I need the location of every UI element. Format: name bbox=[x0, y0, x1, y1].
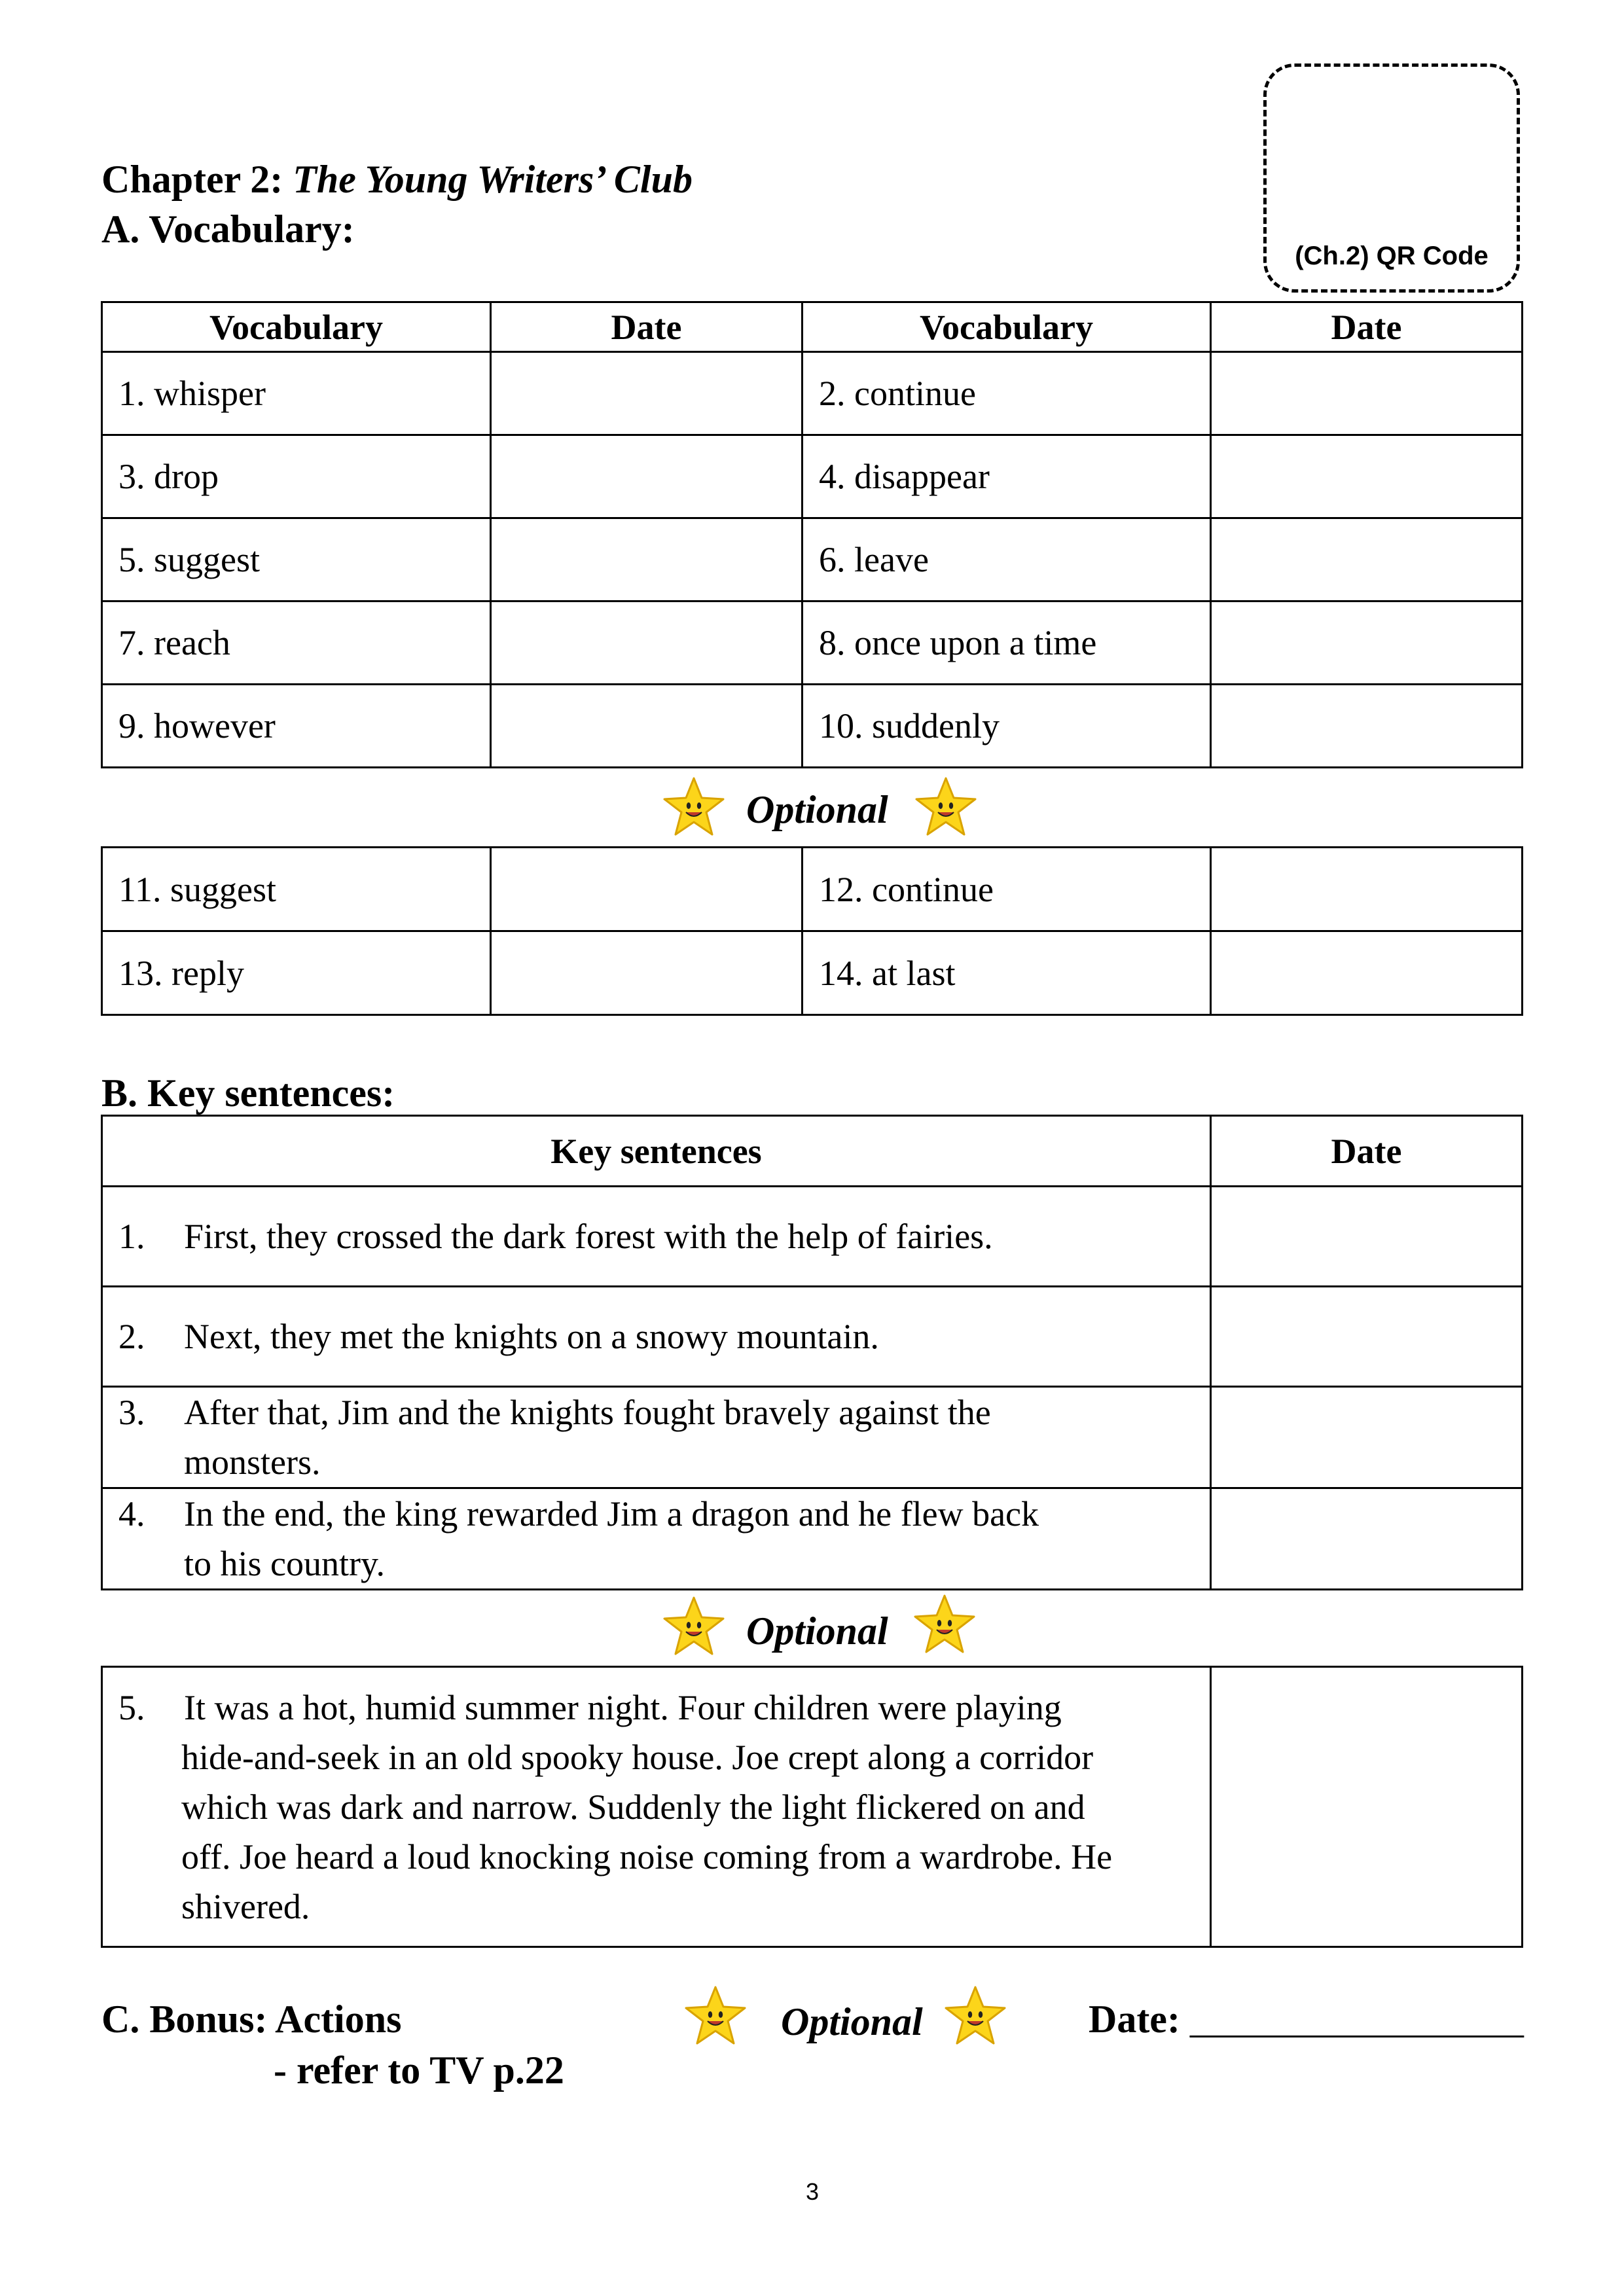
vocabulary-word: 8. once upon a time bbox=[803, 601, 1211, 685]
sentence-text: hide-and-seek in an old spooky house. Joe crept along a corridor bbox=[181, 1737, 1094, 1777]
date-cell[interactable] bbox=[1211, 1387, 1523, 1488]
sentence-number: 2. bbox=[118, 1317, 145, 1356]
smiling-star-icon bbox=[912, 1592, 977, 1657]
qr-code-label: (Ch.2) QR Code bbox=[1295, 242, 1489, 270]
table-row bbox=[102, 1667, 1523, 1947]
section-b-heading: B. Key sentences: bbox=[101, 1071, 395, 1115]
date-header: Date bbox=[1211, 1116, 1523, 1187]
date-cell[interactable] bbox=[1211, 1488, 1523, 1590]
key-sentence bbox=[102, 1287, 1211, 1387]
date-cell[interactable] bbox=[491, 435, 803, 518]
optional-label: Optional bbox=[781, 2000, 923, 2043]
date-blank-line[interactable]: _________________ bbox=[1189, 1998, 1524, 2041]
key-sentence bbox=[102, 1187, 1211, 1287]
date-cell[interactable] bbox=[1211, 685, 1523, 768]
sentence-text: which was dark and narrow. Suddenly the light flickered on and bbox=[181, 1787, 1085, 1827]
smiling-star-icon bbox=[661, 774, 727, 840]
date-cell[interactable] bbox=[1211, 931, 1523, 1015]
table-row bbox=[102, 435, 1523, 518]
vocabulary-word: 11. suggest bbox=[102, 848, 491, 931]
key-sentences-header-row bbox=[102, 1116, 1523, 1187]
date-cell[interactable] bbox=[491, 685, 803, 768]
date-cell[interactable] bbox=[1211, 1667, 1523, 1947]
table-row bbox=[102, 1187, 1523, 1287]
vocabulary-word: 14. at last bbox=[803, 931, 1211, 1015]
date-cell[interactable] bbox=[491, 848, 803, 931]
vocabulary-table bbox=[101, 301, 1523, 768]
sentence-number: 3. bbox=[118, 1393, 145, 1432]
table-row bbox=[102, 518, 1523, 601]
table-row bbox=[102, 1488, 1523, 1590]
bonus-date-field[interactable] bbox=[1089, 2000, 1524, 2039]
sentence-text: In the end, the king rewarded Jim a dragon and he flew back bbox=[184, 1494, 1039, 1534]
vocabulary-word: 9. however bbox=[102, 685, 491, 768]
table-row bbox=[102, 1287, 1523, 1387]
chapter-prefix: Chapter 2: bbox=[101, 158, 283, 201]
vocabulary-word: 3. drop bbox=[102, 435, 491, 518]
date-cell[interactable] bbox=[1211, 435, 1523, 518]
sentence-text: to his country. bbox=[184, 1544, 385, 1583]
key-sentences-header: Key sentences bbox=[102, 1116, 1211, 1187]
qr-code-placeholder bbox=[1263, 63, 1520, 293]
date-header: Date bbox=[1211, 302, 1523, 352]
sentence-text: First, they crossed the dark forest with the help of fairies. bbox=[184, 1217, 993, 1256]
key-sentence bbox=[102, 1667, 1211, 1947]
optional-label: Optional bbox=[746, 788, 888, 831]
sentence-number: 4. bbox=[118, 1494, 145, 1534]
vocabulary-header-row bbox=[102, 302, 1523, 352]
key-sentence bbox=[102, 1387, 1211, 1488]
table-row bbox=[102, 848, 1523, 931]
sentence-text: off. Joe heard a loud knocking noise coming from a wardrobe. He bbox=[181, 1837, 1113, 1876]
date-cell[interactable] bbox=[1211, 352, 1523, 435]
table-row bbox=[102, 601, 1523, 685]
chapter-title: The Young Writers’ Club bbox=[293, 158, 693, 201]
vocabulary-word: 6. leave bbox=[803, 518, 1211, 601]
vocabulary-word: 2. continue bbox=[803, 352, 1211, 435]
vocabulary-word: 1. whisper bbox=[102, 352, 491, 435]
sentence-number: 1. bbox=[118, 1217, 145, 1256]
date-header: Date bbox=[491, 302, 803, 352]
key-sentence bbox=[102, 1488, 1211, 1590]
optional-key-sentences-table bbox=[101, 1666, 1523, 1948]
optional-label: Optional bbox=[746, 1609, 888, 1653]
date-cell[interactable] bbox=[1211, 848, 1523, 931]
table-row bbox=[102, 1387, 1523, 1488]
page-number: 3 bbox=[806, 2178, 820, 2205]
vocabulary-word: 13. reply bbox=[102, 931, 491, 1015]
section-c-heading: C. Bonus: Actions bbox=[101, 1998, 402, 2041]
smiling-star-icon bbox=[683, 1983, 748, 2049]
section-a-heading: A. Vocabulary: bbox=[101, 207, 355, 251]
smiling-star-icon bbox=[913, 774, 979, 840]
date-cell[interactable] bbox=[1211, 1187, 1523, 1287]
sentence-text: It was a hot, humid summer night. Four children were playing bbox=[184, 1687, 1062, 1727]
date-cell[interactable] bbox=[1211, 518, 1523, 601]
vocabulary-word: 10. suddenly bbox=[803, 685, 1211, 768]
chapter-heading bbox=[101, 160, 693, 199]
sentence-text: shivered. bbox=[181, 1886, 310, 1926]
smiling-star-icon bbox=[943, 1983, 1008, 2049]
vocabulary-word: 4. disappear bbox=[803, 435, 1211, 518]
vocabulary-header: Vocabulary bbox=[803, 302, 1211, 352]
sentence-text: monsters. bbox=[184, 1443, 321, 1482]
table-row bbox=[102, 931, 1523, 1015]
date-cell[interactable] bbox=[491, 931, 803, 1015]
vocabulary-header: Vocabulary bbox=[102, 302, 491, 352]
vocabulary-word: 7. reach bbox=[102, 601, 491, 685]
date-label: Date: bbox=[1089, 1998, 1180, 2041]
vocabulary-word: 5. suggest bbox=[102, 518, 491, 601]
date-cell[interactable] bbox=[1211, 601, 1523, 685]
vocabulary-word: 12. continue bbox=[803, 848, 1211, 931]
key-sentences-table bbox=[101, 1115, 1523, 1590]
table-row bbox=[102, 685, 1523, 768]
section-c-subtitle: - refer to TV p.22 bbox=[274, 2049, 564, 2092]
sentence-text: Next, they met the knights on a snowy mountain. bbox=[184, 1317, 879, 1356]
date-cell[interactable] bbox=[491, 601, 803, 685]
sentence-text: After that, Jim and the knights fought bravely against the bbox=[184, 1393, 991, 1432]
table-row bbox=[102, 352, 1523, 435]
date-cell[interactable] bbox=[491, 352, 803, 435]
smiling-star-icon bbox=[661, 1594, 727, 1659]
date-cell[interactable] bbox=[1211, 1287, 1523, 1387]
sentence-number: 5. bbox=[118, 1687, 145, 1727]
date-cell[interactable] bbox=[491, 518, 803, 601]
optional-vocabulary-table bbox=[101, 846, 1523, 1016]
